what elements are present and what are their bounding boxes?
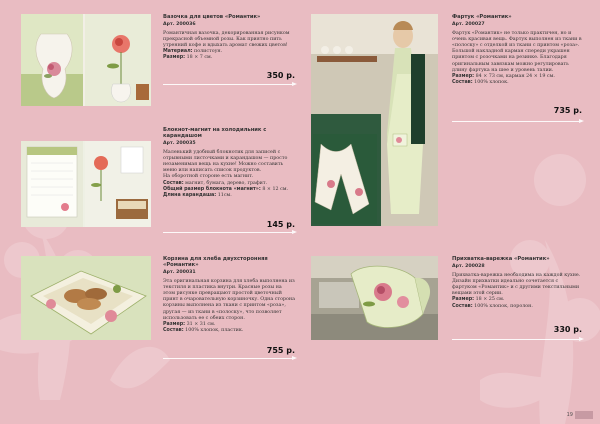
vase-spec-size: Размер: 18 × 7 см.: [163, 55, 213, 61]
bread-basket-card: [163, 257, 295, 357]
bread-basket-rule: [163, 358, 295, 359]
apron-card: [452, 15, 582, 123]
notepad-article: Арт. 200035: [163, 140, 196, 146]
oven-mitt-spec-size: Размер: 18 × 25 см.: [452, 297, 505, 303]
vase-card: [163, 15, 295, 85]
apron-rule: [452, 121, 582, 122]
notepad-photo: [21, 141, 151, 227]
bread-basket-price: 755 р.: [266, 346, 295, 355]
apron-title: Фартук «Романтик»: [452, 14, 512, 20]
notepad-card: [163, 128, 295, 232]
apron-description: Фартук «Романтик» не только практичен, но и очень красивая вещь. Фартук выполнен из ткани в «полоску» с отделкой из ткани с принтом «роза». Большой накладной карман спереди украшен принтом с розочками на резинке. Благодаря оригинальным завязкам можно регулировать длину фартука на шее и уровень талии.: [452, 30, 582, 73]
page-number: [567, 411, 593, 419]
notepad-title: Блокнот-магнит на холодильник с карандашом: [163, 127, 267, 139]
vase-photo: [21, 14, 151, 106]
oven-mitt-rule: [452, 339, 582, 340]
apron-photo: [311, 14, 438, 226]
apron-image: [311, 14, 438, 226]
vase-image: [21, 14, 151, 106]
oven-mitt-photo: [311, 256, 438, 340]
oven-mitt-spec-composition: Состав: 100% хлопок, поролон.: [452, 303, 533, 309]
notepad-spec-pencil: Длина карандаша: 11см.: [163, 192, 232, 198]
vase-description: Романтичная вазочка, декорированная рисунком прекрасной объемной розы. Как приятно пить утренний кофе и вдыхать аромат свежих цветов!: [163, 30, 290, 49]
notepad-magnet-note: На оборотной стороне есть магнит.: [163, 174, 254, 180]
vase-price: 350 р.: [266, 71, 295, 80]
apron-article: Арт. 200027: [452, 21, 485, 27]
notepad-rule: [163, 232, 295, 233]
notepad-spec-composition: Состав: магнит, бумага, дерево, графит.: [163, 180, 268, 186]
vase-article: Арт. 200036: [163, 21, 196, 27]
page-number-label: 19: [566, 412, 573, 418]
oven-mitt-title: Прихватка-варежка «Романтик»: [452, 256, 550, 262]
vase-rule: [163, 84, 295, 85]
apron-spec-size: Размер: 84 × 73 см, карман 24 × 19 см.: [452, 73, 555, 79]
notepad-image: [21, 141, 151, 227]
apron-spec-composition: Состав: 100% хлопок.: [452, 79, 509, 85]
notepad-spec-size: Общий размер блокнота «магнит»: 8 × 12 см.: [163, 186, 289, 192]
oven-mitt-image: [311, 256, 438, 340]
vase-spec-material: Материал: полистоун.: [163, 49, 223, 55]
oven-mitt-article: Арт. 200028: [452, 263, 485, 269]
bread-basket-spec-composition: Состав: 100% хлопок, пластик.: [163, 327, 244, 333]
apron-price: 735 р.: [553, 106, 582, 115]
bread-basket-title: Корзина для хлеба двухсторонняя «Романтик»: [163, 256, 268, 268]
oven-mitt-card: [452, 257, 582, 341]
vase-title: Вазочка для цветов «Романтик»: [163, 14, 261, 20]
notepad-price: 145 р.: [266, 220, 295, 229]
page-number-tab: [575, 411, 593, 419]
bread-basket-spec-size: Размер: 31 × 31 см.: [163, 321, 216, 327]
oven-mitt-description: Прихватка-варежка необходима на каждой кухне. Дизайн прихватки идеально сочетается с фартуком «Романтик» и с другими текстильными вещами этой серии.: [452, 272, 581, 297]
bread-basket-description: Эта оригинальная корзина для хлеба выполнена из текстиля и пластика внутри. Красные розы на этом рисунке превращают простой цветочный принт в очаровательную корзиночку. Одна сторона корзины выполнена из ткани с принтом «роза», другая — из ткани в «полоску», что позволяет использовать ее с обеих сторон.: [163, 278, 295, 321]
bread-basket-image: [21, 256, 151, 340]
oven-mitt-price: 330 р.: [553, 325, 582, 334]
notepad-description: Маленький удобный блокнотик для записей с отрывными листочками и карандашом — просто незаменимая вещь на кухне! Можно составить меню или написать список продуктов.: [163, 149, 288, 174]
bread-basket-photo: [21, 256, 151, 340]
bread-basket-article: Арт. 200031: [163, 269, 196, 275]
